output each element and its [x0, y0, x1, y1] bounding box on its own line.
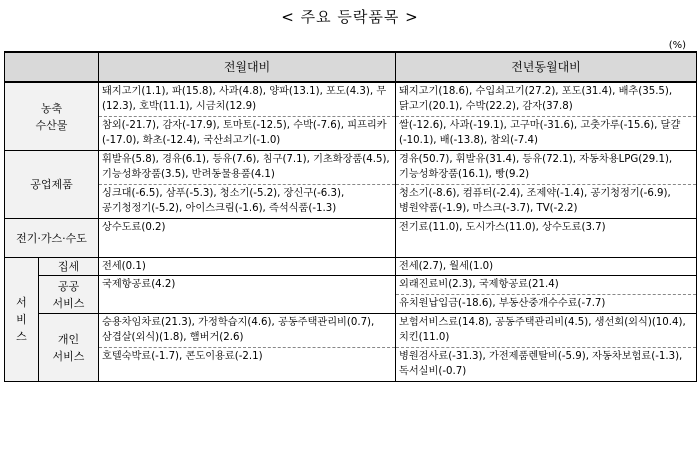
table-row [5, 348, 697, 382]
rent-mom: 전세(0.1) [99, 258, 396, 276]
subcategory-personal-line1: 개인 [57, 332, 80, 346]
subcategory-personal-line2: 서비스 [52, 349, 85, 363]
category-agri-line1: 농축 [40, 101, 63, 115]
industry-yoy-down: 청소기(-8.6), 컴퓨터(-2.4), 조제약(-1.4), 공기청정기(-6.9), 병원약품(-1.9), 마스크(-3.7), TV(-2.2) [396, 185, 697, 219]
category-agri [5, 82, 99, 151]
industry-mom-up: 휘발유(5.8), 경유(6.1), 등유(7.6), 침구(7.1), 기초화장품(4.5), 기능성화장품(3.5), 반려동물용품(4.1) [99, 151, 396, 185]
category-industry: 공업제품 [5, 151, 99, 219]
subcategory-rent: 집세 [39, 258, 99, 276]
services-char-2: 비 [16, 313, 27, 326]
agri-yoy-down: 쌀(-12.6), 사과(-19.1), 고구마(-31.6), 고춧가루(-15.6), 달걀(-10.1), 배(-13.8), 참외(-7.4) [396, 117, 697, 151]
subcategory-public [39, 276, 99, 314]
table-header-row [5, 52, 697, 82]
agri-mom-down: 참외(-21.7), 감자(-17.9), 토마토(-12.5), 수박(-7.6), 피프리카(-17.0), 화초(-12.4), 국산쇠고기(-1.0) [99, 117, 396, 151]
public-yoy-down: 유치원납입금(-18.6), 부동산중개수수료(-7.7) [396, 295, 697, 314]
table-row [5, 258, 697, 276]
category-services [5, 258, 39, 382]
header-yoy: 전년동월대비 [396, 52, 697, 82]
subcategory-public-line2: 서비스 [52, 296, 85, 310]
price-change-table [4, 51, 697, 382]
unit-label: (%) [668, 40, 686, 51]
utility-yoy: 전기료(11.0), 도시가스(11.0), 상수도료(3.7) [396, 219, 697, 258]
industry-mom-down: 싱크대(-6.5), 삼푸(-5.3), 청소기(-5.2), 장신구(-6.3), 공기청정기(-5.2), 아이스크림(-1.6), 즉석식품(-1.3) [99, 185, 396, 219]
header-mom: 전월대비 [99, 52, 396, 82]
table-row [5, 117, 697, 151]
subcategory-public-line1: 공공 [57, 279, 80, 293]
personal-yoy-up: 보험서비스료(14.8), 공동주택관리비(4.5), 생선회(외식)(10.4), 치킨(11.0) [396, 314, 697, 348]
personal-mom-up: 승용차임차료(21.3), 가정학습지(4.6), 공동주택관리비(0.7), 삼겹살(외식)(1.8), 햄버거(2.6) [99, 314, 396, 348]
table-row [5, 276, 697, 295]
public-yoy-up: 외래진료비(2.3), 국제항공료(21.4) [396, 276, 697, 295]
services-char-1: 서 [16, 296, 27, 309]
industry-yoy-up: 경유(50.7), 휘발유(31.4), 등유(72.1), 자동차용LPG(29.1), 기능성화장품(16.1), 빵(9.2) [396, 151, 697, 185]
rent-yoy: 전세(2.7), 월세(1.0) [396, 258, 697, 276]
public-mom: 국제항공료(4.2) [99, 276, 396, 314]
table-row [5, 185, 697, 219]
personal-mom-down: 호텔숙박료(-1.7), 콘도이용료(-2.1) [99, 348, 396, 382]
table-row [5, 219, 697, 258]
header-corner [5, 52, 99, 82]
table-row [5, 314, 697, 348]
agri-yoy-up: 돼지고기(18.6), 수입쇠고기(27.2), 포도(31.4), 배추(35.5), 닭고기(20.1), 수박(22.2), 감자(37.8) [396, 82, 697, 117]
table-row [5, 82, 697, 117]
agri-mom-up: 돼지고기(1.1), 파(15.8), 사과(4.8), 양파(13.1), 포도(4.3), 무(12.3), 호박(11.1), 시금치(12.9) [99, 82, 396, 117]
category-agri-line2: 수산물 [35, 118, 68, 132]
subcategory-personal [39, 314, 99, 382]
page-title: < 주요 등락품목 > [281, 8, 419, 26]
table-row [5, 151, 697, 185]
utility-mom: 상수도료(0.2) [99, 219, 396, 258]
category-utility: 전기·가스·수도 [5, 219, 99, 258]
services-char-3: 스 [16, 330, 27, 343]
personal-yoy-down: 병원검사료(-31.3), 가전제품렌탈비(-5.9), 자동차보험료(-1.3), 독서실비(-0.7) [396, 348, 697, 382]
